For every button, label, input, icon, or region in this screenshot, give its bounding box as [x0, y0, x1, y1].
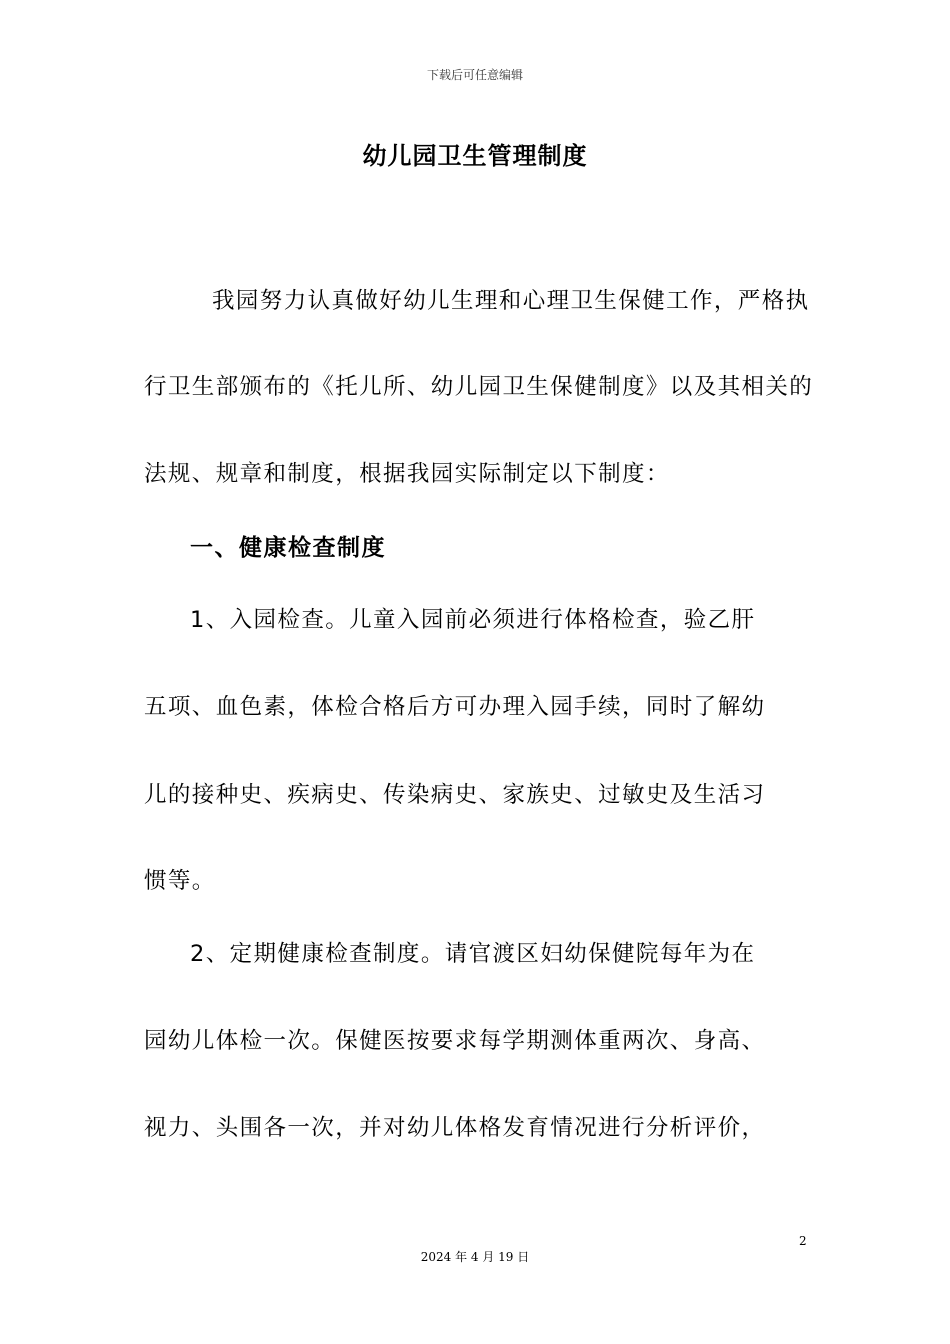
item1-line-2: 五项、血色素，体检合格后方可办理入园手续，同时了解幼 [144, 694, 766, 720]
item2-line-1: 2、定期健康检查制度。请官渡区妇幼保健院每年为在 [190, 941, 756, 967]
header-note: 下载后可任意编辑 [426, 68, 523, 82]
intro-line-2: 行卫生部颁布的《托儿所、幼儿园卫生保健制度》以及其相关的 [144, 374, 814, 400]
footer-date: 2024 年 4 月 19 日 [420, 1250, 530, 1264]
page-number: 2 [799, 1234, 807, 1248]
intro-line-3: 法规、规章和制度，根据我园实际制定以下制度： [144, 461, 670, 487]
section-heading-health-check: 一、健康检查制度 [190, 535, 386, 561]
item1-line-4: 惯等。 [144, 868, 216, 894]
item2-line-3: 视力、头围各一次，并对幼儿体格发育情况进行分析评价， [144, 1115, 766, 1141]
item1-line-1: 1、入园检查。儿童入园前必须进行体格检查，验乙肝 [190, 607, 756, 633]
item2-line-2: 园幼儿体检一次。保健医按要求每学期测体重两次、身高、 [144, 1028, 766, 1054]
item1-line-3: 儿的接种史、疾病史、传染病史、家族史、过敏史及生活习 [144, 782, 766, 808]
intro-line-1: 我园努力认真做好幼儿生理和心理卫生保健工作，严格执 [212, 288, 810, 314]
document-title: 幼儿园卫生管理制度 [362, 142, 588, 170]
